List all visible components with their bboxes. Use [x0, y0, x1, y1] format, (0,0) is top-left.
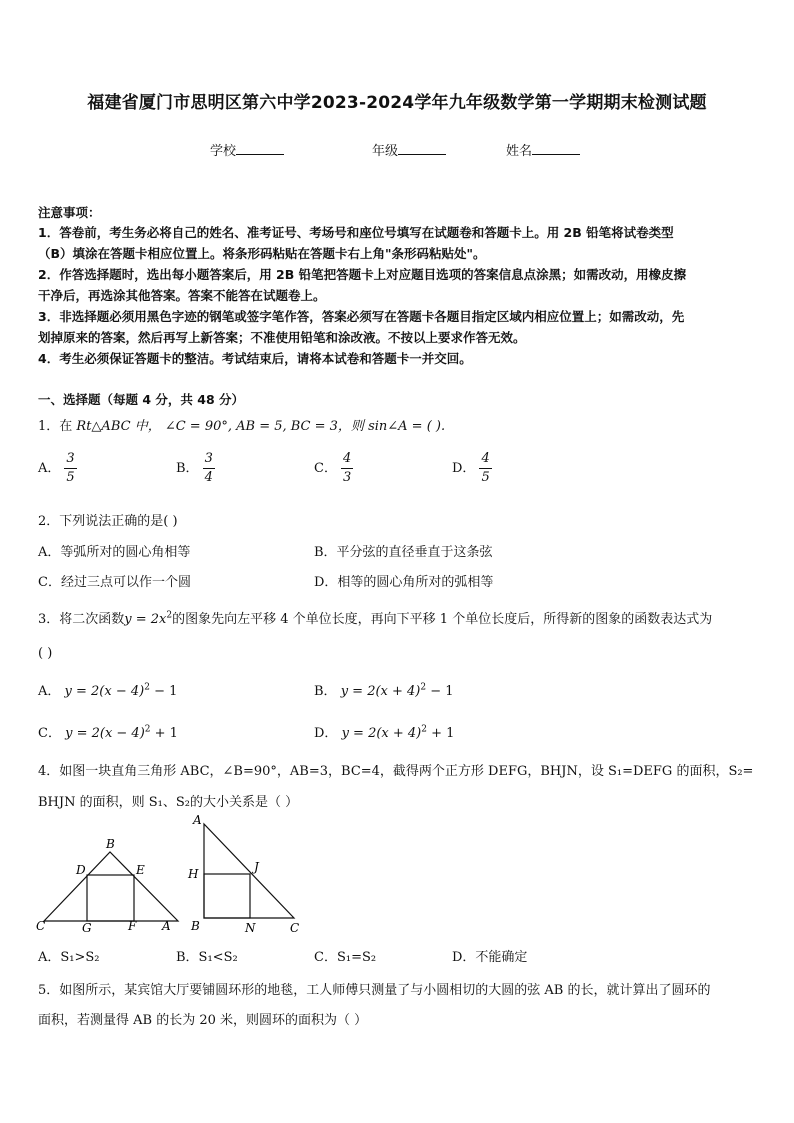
- q1-number: 1．在: [38, 419, 73, 434]
- q3-function: y = 2x: [124, 612, 167, 627]
- q1-stem: [38, 415, 445, 434]
- q4-option-b: B．S₁<S₂: [176, 950, 238, 965]
- q1-option-fraction: [479, 450, 491, 487]
- fraction-denominator: 5: [481, 470, 490, 485]
- q4-figure-2: [187, 813, 299, 935]
- fig1-label-c: C: [36, 919, 46, 933]
- fig1-label-e: E: [136, 863, 145, 877]
- q3-d-expr: y = 2(x + 4): [341, 726, 422, 741]
- fraction-numerator: 3: [203, 450, 215, 469]
- q1-option-fraction: [64, 450, 76, 487]
- q1-option-b: [176, 450, 215, 487]
- q3-stem: [38, 608, 712, 627]
- fraction-numerator: 3: [64, 450, 76, 469]
- fig2-label-c: C: [290, 921, 300, 935]
- q3-stem-a: 3．将二次函数: [38, 612, 125, 627]
- q1-option-label: D．: [452, 461, 476, 476]
- q3-c-tail: + 1: [150, 726, 178, 741]
- fig1-label-d: D: [76, 863, 86, 877]
- q1-option-c: [314, 450, 353, 487]
- q1-options: [38, 450, 638, 494]
- grade-field: [372, 140, 446, 159]
- section-1-heading: 一、选择题（每题 4 分，共 48 分）: [38, 392, 245, 407]
- q3-option-d: [314, 722, 454, 741]
- q5-line-1: 5．如图所示，某宾馆大厅要铺圆环形的地毯，工人师傅只测量了与小圆相切的大圆的弦 AB 的长，就计算出了圆环的: [38, 983, 711, 998]
- fig1-label-a: A: [162, 919, 171, 933]
- q3-a-label: A．: [38, 684, 61, 699]
- q2-option-d: D．相等的圆心角所对的弧相等: [314, 575, 494, 590]
- fig1-label-g: G: [82, 921, 92, 935]
- q3-option-a: [38, 680, 177, 699]
- fig2-square-bhjn: [204, 874, 250, 918]
- q1-option-d: [452, 450, 492, 487]
- q3-exponent: 2: [166, 610, 173, 621]
- q3-a-tail: − 1: [149, 684, 178, 699]
- fig2-label-h: H: [188, 867, 199, 881]
- q3-option-b: [314, 680, 454, 699]
- q3-b-label: B．: [314, 684, 337, 699]
- q2-option-a: A．等弧所对的圆心角相等: [38, 545, 191, 560]
- fig1-label-b: B: [106, 837, 115, 851]
- q3-d-label: D．: [314, 726, 338, 741]
- q3-b-tail: − 1: [426, 684, 454, 699]
- note-2b: 干净后，再选涂其他答案。答案不能答在试题卷上。: [38, 288, 326, 303]
- fig1-triangle: [44, 852, 178, 921]
- fraction-numerator: 4: [479, 450, 491, 469]
- q2-option-c: C．经过三点可以作一个圆: [38, 575, 191, 590]
- fig2-label-j: J: [254, 860, 259, 874]
- q3-d-exp: 2: [421, 724, 427, 735]
- name-blank: [532, 142, 580, 155]
- q4-option-d: D．不能确定: [452, 950, 528, 965]
- q1-option-label: B．: [176, 461, 199, 476]
- fig1-square-defg: [87, 875, 134, 921]
- page-title: 福建省厦门市思明区第六中学2023-2024学年九年级数学第一学期期末检测试题: [87, 93, 707, 113]
- fraction-numerator: 4: [341, 450, 353, 469]
- note-3a: 3．非选择题必须用黑色字迹的钢笔或签字笔作答，答案必须写在答题卡各题目指定区域内相应位置上；如需改动，先: [38, 309, 685, 324]
- fig2-triangle: [204, 824, 294, 918]
- school-blank: [236, 142, 284, 155]
- grade-blank: [398, 142, 446, 155]
- q3-c-label: C．: [38, 726, 61, 741]
- fig2-label-a: A: [193, 813, 202, 827]
- q1-condition: Rt△ABC 中， ∠C = 90°, AB = 5, BC = 3，则 sin∠A = ( ).: [76, 419, 446, 434]
- school-field: [210, 140, 284, 159]
- note-3b: 划掉原来的答案，然后再写上新答案；不准使用铅笔和涂改液。不按以上要求作答无效。: [38, 330, 526, 345]
- note-4: 4．考生必须保证答题卡的整洁。考试结束后，请将本试卷和答题卡一并交回。: [38, 351, 472, 366]
- q1-option-label: A．: [38, 461, 61, 476]
- fraction-denominator: 3: [342, 470, 352, 485]
- q3-a-expr: y = 2(x − 4): [64, 684, 145, 699]
- q4-figure-1: [36, 837, 178, 935]
- q1-option-fraction: [203, 450, 215, 487]
- q1-option-fraction: [341, 450, 353, 487]
- school-label: 学校: [210, 144, 237, 159]
- fraction-denominator: 4: [204, 470, 213, 485]
- q3-b-exp: 2: [420, 682, 427, 693]
- q1-option-a: [38, 450, 77, 487]
- fig2-label-n: N: [245, 921, 256, 935]
- note-1a: 1．答卷前，考生务必将自己的姓名、准考证号、考场号和座位号填写在试题卷和答题卡上。用 2B 铅笔将试卷类型: [38, 225, 674, 240]
- q4-line-2: BHJN 的面积，则 S₁、S₂的大小关系是（ ）: [38, 795, 299, 810]
- q3-paren: ( ): [38, 646, 53, 661]
- q3-c-expr: y = 2(x − 4): [65, 726, 145, 741]
- q3-c-exp: 2: [144, 724, 151, 735]
- q3-stem-b: 的图象先向左平移 4 个单位长度，再向下平移 1 个单位长度后，所得新的图象的函数表达式为: [172, 612, 713, 627]
- fig2-label-b: B: [191, 919, 200, 933]
- q5-line-2: 面积，若测量得 AB 的长为 20 米，则圆环的面积为（ ）: [38, 1013, 368, 1028]
- q3-a-exp: 2: [144, 682, 150, 693]
- name-label: 姓名: [506, 144, 533, 159]
- q3-d-tail: + 1: [427, 726, 455, 741]
- grade-label: 年级: [372, 144, 399, 159]
- q3-b-expr: y = 2(x + 4): [340, 684, 421, 699]
- q3-option-c: [38, 722, 178, 741]
- q2-stem: 2．下列说法正确的是( ): [38, 514, 178, 529]
- q4-option-a: A．S₁>S₂: [38, 950, 100, 965]
- q4-option-c: C．S₁=S₂: [314, 950, 377, 965]
- q4-line-1: 4．如图一块直角三角形 ABC，∠B=90°，AB=3，BC=4，截得两个正方形 DEFG，BHJN，设 S₁=DEFG 的面积，S₂=: [38, 764, 754, 779]
- note-2a: 2．作答选择题时，选出每小题答案后，用 2B 铅笔把答题卡上对应题目选项的答案信息点涂黑；如需改动，用橡皮擦: [38, 267, 687, 282]
- q2-option-b: B．平分弦的直径垂直于这条弦: [314, 545, 493, 560]
- name-field: [506, 140, 580, 159]
- fraction-denominator: 5: [66, 470, 75, 485]
- fig1-label-f: F: [128, 919, 137, 933]
- note-1b: （B）填涂在答题卡相应位置上。将条形码粘贴在答题卡右上角"条形码粘贴处"。: [38, 246, 486, 261]
- q1-option-label: C．: [314, 461, 337, 476]
- q4-figures: [30, 812, 320, 938]
- notes-heading: 注意事项：: [38, 205, 101, 220]
